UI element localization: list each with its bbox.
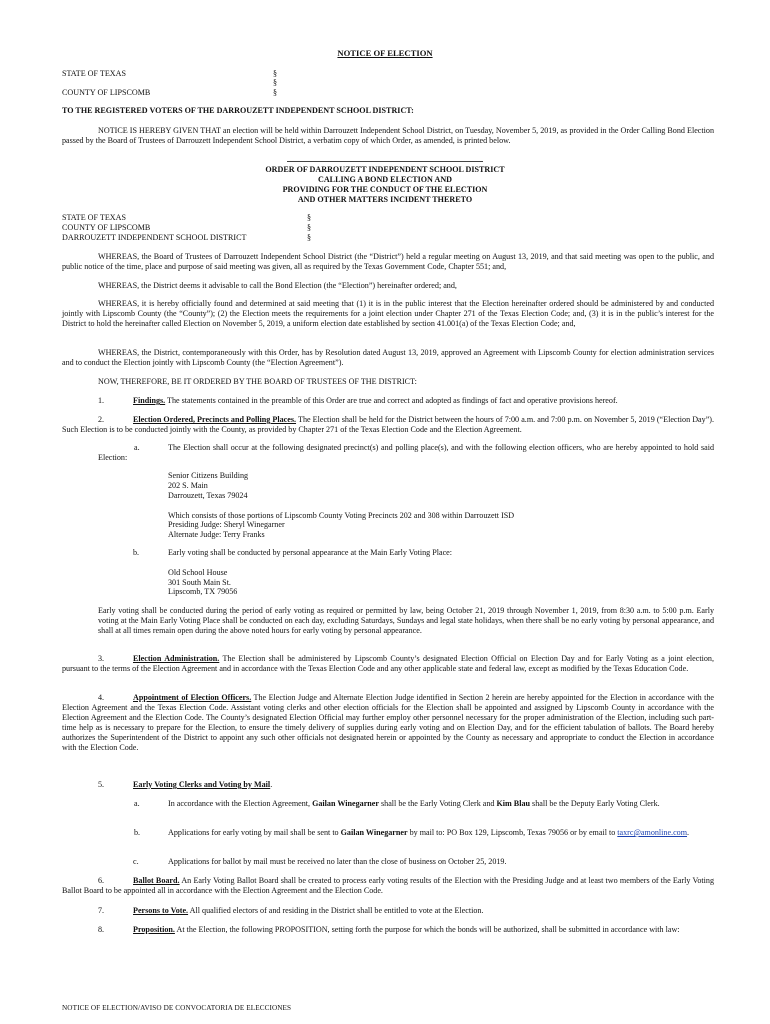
section-5a xyxy=(98,799,714,809)
section-6 xyxy=(62,876,714,896)
section-number: 6. xyxy=(98,876,105,885)
section-2 xyxy=(62,415,714,435)
order-heading-line: CALLING A BOND ELECTION AND xyxy=(317,175,453,184)
section-title-end: . xyxy=(270,780,273,789)
early-place-line: 301 South Main St. xyxy=(168,578,231,587)
order-heading-line: AND OTHER MATTERS INCIDENT THERETO xyxy=(297,195,473,204)
section-title: Persons to Vote. xyxy=(133,906,189,915)
section-8 xyxy=(62,925,714,935)
precinct-info-line: Which consists of those portions of Lipscomb County Voting Precincts 202 and 308 within Darrouzett ISD xyxy=(168,511,515,520)
intro-paragraph: NOTICE IS HEREBY GIVEN THAT an election will be held within Darrouzett Independent School District, on Tuesday, November 5, 2019, as provided in the Order Calling Bond Election passed by the Board of Trustees of Darrouzett Independent School District, a verbatim copy of which Order, as amended, is printed below. xyxy=(62,126,714,145)
section-title: Election Administration. xyxy=(133,654,220,663)
county-label: COUNTY OF LIPSCOMB xyxy=(62,88,151,97)
section-text: All qualified electors of and residing in the District shall be entitled to vote at the Election. xyxy=(188,906,484,915)
order-county-label: COUNTY OF LIPSCOMB xyxy=(62,223,151,232)
polling-place-line: Darrouzett, Texas 79024 xyxy=(168,491,248,500)
state-label: STATE OF TEXAS xyxy=(62,69,126,78)
polling-place-line: 202 S. Main xyxy=(168,481,208,490)
early-place-line: Old School House xyxy=(168,568,228,577)
precinct-info-line: Alternate Judge: Terry Franks xyxy=(168,530,265,539)
subsection-letter: c. xyxy=(133,857,139,866)
section-symbol: § xyxy=(273,69,278,78)
early-place-line: Lipscomb, TX 79056 xyxy=(168,587,238,596)
section-symbol: § xyxy=(307,223,312,232)
section-symbol: § xyxy=(273,78,278,87)
section-title: Appointment of Election Officers. xyxy=(133,693,252,702)
section-5-title xyxy=(133,780,272,790)
subsection-text: Applications for early voting by mail shall be sent to xyxy=(168,828,341,837)
section-5b xyxy=(98,828,714,838)
section-7 xyxy=(62,906,714,916)
section-title: Election Ordered, Precincts and Polling Places. xyxy=(133,415,297,424)
section-title: Findings. xyxy=(133,396,166,405)
subsection-letter: b. xyxy=(134,828,141,837)
section-text: At the Election, the following PROPOSITION, setting forth the purpose for which the bonds will be authorized, shall be submitted in accordance with law: xyxy=(174,925,680,934)
subsection-letter: a. xyxy=(134,443,140,452)
section-3 xyxy=(62,654,714,674)
divider-rule xyxy=(287,161,483,162)
section-2a xyxy=(98,443,714,463)
section-number: 8. xyxy=(98,925,105,934)
section-number: 4. xyxy=(98,693,105,702)
section-text: The Election shall be held for the District between the hours of 7:00 a.m. and 7:00 p.m. on November 5, 2019 (“Election Day”). Such Election is to be conducted jointly with the County, as provided by Chapter 271 of the Texas Election Code and the Election Agreement. xyxy=(62,415,715,434)
section-symbol: § xyxy=(307,213,312,222)
section-4 xyxy=(62,693,714,753)
section-symbol: § xyxy=(273,88,278,97)
section-number: 5. xyxy=(98,780,105,789)
section-1 xyxy=(62,396,714,406)
clerk-name: Gailan Winegarner xyxy=(312,799,379,808)
early-voting-paragraph: Early voting shall be conducted during the period of early voting as required or permitted by law, being October 21, 2019 through November 1, 2019, from 8:30 a.m. to 5:00 p.m. Early voting at the Main Early Voting Place shall be conducted on each day, excluding Saturdays, Sundays and legal state holidays, when there shall be no early voting by personal appearance, and shall at all times remain open during the above noted hours for early voting by personal appearance. xyxy=(98,606,714,635)
whereas-paragraph: WHEREAS, the District deems it advisable to call the Bond Election (the “Election”) hereinafter ordered; and, xyxy=(98,281,457,290)
email-link[interactable]: taxrc@amonline.com xyxy=(617,828,688,837)
section-title: Early Voting Clerks and Voting by Mail xyxy=(133,780,271,789)
section-number: 2. xyxy=(98,415,105,424)
section-number: 3. xyxy=(98,654,105,663)
subsection-text: Early voting shall be conducted by personal appearance at the Main Early Voting Place: xyxy=(168,548,453,557)
subsection-text: shall be the Deputy Early Voting Clerk. xyxy=(530,799,660,808)
section-number: 1. xyxy=(98,396,105,405)
deputy-clerk-name: Kim Blau xyxy=(496,799,531,808)
section-symbol: § xyxy=(307,233,312,242)
to-voters-heading: TO THE REGISTERED VOTERS OF THE DARROUZETT INDEPENDENT SCHOOL DISTRICT: xyxy=(62,106,414,115)
subsection-text: shall be the Early Voting Clerk and xyxy=(379,799,497,808)
section-number: 7. xyxy=(98,906,105,915)
section-text: The Election shall be administered by Lipscomb County’s designated Election Official on Election Day and for Early Voting as a joint election, pursuant to the terms of the Election Agreement and in accordance with the Texas Election Code and any other applicable state and federal law, except as modified by the Texas Education Code. xyxy=(62,654,714,673)
page-footer: NOTICE OF ELECTION/AVISO DE CONVOCATORIA DE ELECCIONES xyxy=(62,1004,292,1012)
subsection-letter: b. xyxy=(133,548,140,557)
subsection-text: Applications for ballot by mail must be received no later than the close of business on October 25, 2019. xyxy=(168,857,507,866)
section-text: The statements contained in the preamble of this Order are true and correct and adopted as findings of fact and operative provisions hereof. xyxy=(165,396,618,405)
subsection-letter: a. xyxy=(134,799,140,808)
order-state-label: STATE OF TEXAS xyxy=(62,213,126,222)
subsection-text: The Election shall occur at the following designated precinct(s) and polling place(s), and with the following election officers, who are hereby appointed to hold said Election: xyxy=(98,443,714,462)
clerk-name: Gailan Winegarner xyxy=(340,828,408,837)
order-district-label: DARROUZETT INDEPENDENT SCHOOL DISTRICT xyxy=(62,233,247,242)
section-title: Ballot Board. xyxy=(133,876,180,885)
notice-title: NOTICE OF ELECTION xyxy=(337,48,433,58)
order-heading-line: PROVIDING FOR THE CONDUCT OF THE ELECTION xyxy=(282,185,488,194)
now-therefore: NOW, THEREFORE, BE IT ORDERED BY THE BOARD OF TRUSTEES OF THE DISTRICT: xyxy=(98,377,417,386)
precinct-info-line: Presiding Judge: Sheryl Winegarner xyxy=(168,520,285,529)
whereas-paragraph: WHEREAS, the District, contemporaneously with this Order, has by Resolution dated August 13, 2019, approved an Agreement with Lipscomb County for election administration services and to conduct the Election jointly with Lipscomb County (the “Election Agreement”). xyxy=(62,348,714,367)
whereas-paragraph: WHEREAS, the Board of Trustees of Darrouzett Independent School District (the “District”) held a regular meeting on August 13, 2019, and that said meeting was open to the public, and public notice of the time, place and purpose of said meeting was given, all as required by the Texas Government Code, Chapter 551; and, xyxy=(62,252,714,271)
section-title: Proposition. xyxy=(133,925,175,934)
whereas-paragraph: WHEREAS, it is hereby officially found and determined at said meeting that (1) it is in the public interest that the Election hereinafter ordered should be administered by and conducted jointly with Lipscomb County (the “County”); (2) the Election meets the requirements for a joint election under Chapter 271 of the Texas Election Code; and, (3) it is in the public’s interest for the District to hold the hereinafter called Election on November 5, 2019, a uniform election date established by section 41.001(a) of the Texas Election Code; and, xyxy=(62,299,714,328)
polling-place-line: Senior Citizens Building xyxy=(168,471,249,480)
subsection-text: In accordance with the Election Agreement, xyxy=(168,799,313,808)
section-text: An Early Voting Ballot Board shall be created to process early voting results of the Election with the Presiding Judge and at least two members of the Early Voting Ballot Board to be appointed all in accordance with the Election Agreement and the Election Code. xyxy=(62,876,714,895)
section-text: The Election Judge and Alternate Election Judge identified in Section 2 herein are hereby appointed for the Election in accordance with the Election Agreement and the Texas Election Code. Assistant voting clerks and other election officials for the Election shall be appointed and assigned by Lipscomb County in accordance with the Election Agreement and the Election Code. The County’s designated Election Official may further employ other personnel necessary for the proper administration of the Election, including such part-time help as is necessary to prepare for the Election, to ensure the timely delivery of supplies during early voting and on Election Day, and for the efficient tabulation of ballots. The Board hereby authorizes the Superintendent of the District to appoint any such other officials not designated herein or appointed by the County as necessary and appropriate to conduct the Election in accordance with the Election Code. xyxy=(62,693,714,752)
order-heading-line: ORDER OF DARROUZETT INDEPENDENT SCHOOL DISTRICT xyxy=(265,165,505,174)
subsection-text: . xyxy=(687,828,690,837)
subsection-text: by mail to: PO Box 129, Lipscomb, Texas 79056 or by email to xyxy=(407,828,618,837)
